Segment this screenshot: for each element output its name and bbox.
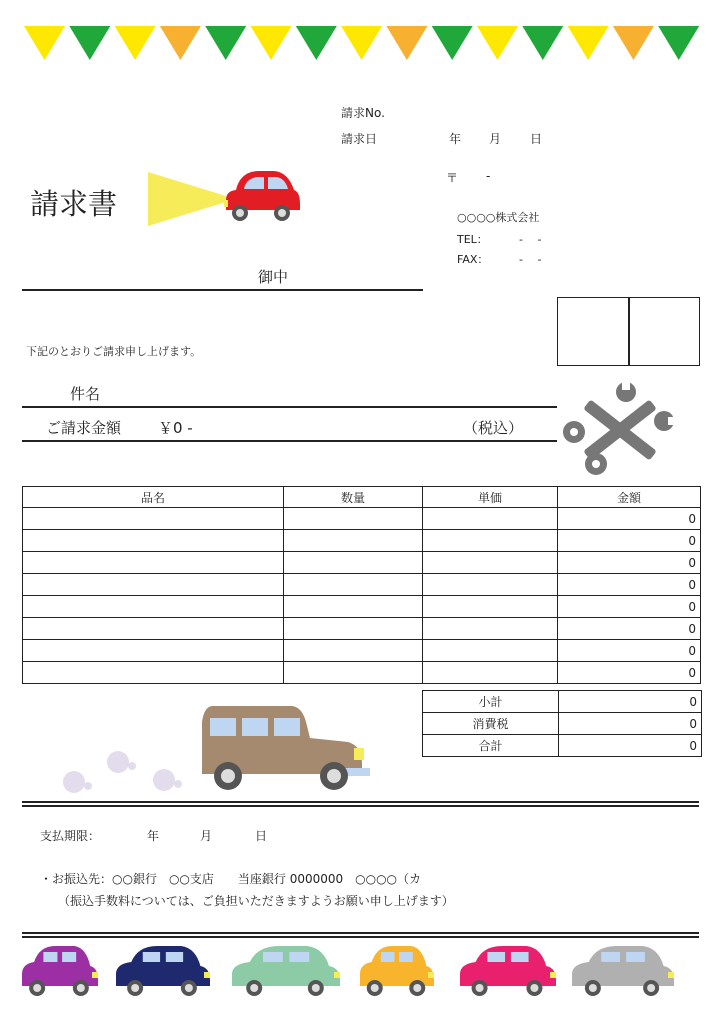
- invoice-no-label: 請求No.: [341, 106, 385, 120]
- subtotal-row: [423, 691, 702, 713]
- footer-car: [22, 946, 98, 996]
- bunting-flag: [522, 26, 563, 60]
- payment-deadline-label: 支払期限：: [40, 829, 101, 843]
- price-cell[interactable]: [423, 618, 558, 640]
- intro-text: 下記のとおりご請求申し上げます。: [26, 345, 202, 358]
- amount-label: ご請求金額: [46, 419, 122, 437]
- amount-cell[interactable]: 0: [558, 618, 701, 640]
- amount-cell[interactable]: 0: [558, 552, 701, 574]
- invoice-date-label: 請求日: [341, 132, 378, 146]
- qty-cell[interactable]: [284, 618, 423, 640]
- table-row: [23, 552, 701, 574]
- col-header-item: 品名: [23, 487, 284, 508]
- stamp-box: [557, 297, 700, 366]
- footer-car: [232, 946, 340, 996]
- table-row: [23, 618, 701, 640]
- price-cell[interactable]: [423, 640, 558, 662]
- invoice-date-month: 月: [489, 132, 502, 146]
- tel-value: - -: [519, 233, 542, 246]
- footer-car: [360, 946, 434, 996]
- price-cell[interactable]: [423, 508, 558, 530]
- invoice-date-day: 日: [530, 132, 543, 146]
- bunting-decoration: [22, 24, 702, 64]
- qty-cell[interactable]: [284, 530, 423, 552]
- footer-car: [460, 946, 556, 996]
- items-table: [22, 486, 701, 684]
- recipient-suffix: 御中: [258, 268, 289, 286]
- bunting-flag: [251, 26, 292, 60]
- subject-label: 件名: [70, 385, 101, 403]
- price-cell[interactable]: [423, 574, 558, 596]
- footer-line: [22, 932, 699, 934]
- footer-cars-decoration: [18, 940, 708, 1000]
- bunting-flag: [568, 26, 609, 60]
- amount-value: ￥0 -: [158, 419, 193, 437]
- item-cell[interactable]: [23, 662, 284, 684]
- deadline-month: 月: [200, 829, 213, 843]
- footer-car: [572, 946, 674, 996]
- fax-label: FAX：: [457, 253, 489, 266]
- amount-underline: [22, 440, 557, 442]
- table-row: [23, 640, 701, 662]
- qty-cell[interactable]: [284, 596, 423, 618]
- subtotal-label: 小計: [423, 691, 559, 713]
- transfer-info: ・お振込先：○○銀行 ○○支店 当座銀行 0000000 ○○○○（カ: [40, 872, 422, 886]
- footer-line: [22, 936, 699, 938]
- subtotal-value[interactable]: 0: [559, 691, 702, 713]
- item-cell[interactable]: [23, 618, 284, 640]
- qty-cell[interactable]: [284, 574, 423, 596]
- amount-cell[interactable]: 0: [558, 596, 701, 618]
- total-value[interactable]: 0: [559, 735, 702, 757]
- table-row: [23, 530, 701, 552]
- bunting-flag: [658, 26, 699, 60]
- total-label: 合計: [423, 735, 559, 757]
- item-cell[interactable]: [23, 640, 284, 662]
- deadline-year: 年: [147, 829, 160, 843]
- bunting-flag: [432, 26, 473, 60]
- table-row: [23, 574, 701, 596]
- item-cell[interactable]: [23, 596, 284, 618]
- bunting-flag: [386, 26, 427, 60]
- table-row: [23, 596, 701, 618]
- bunting-flag: [613, 26, 654, 60]
- qty-cell[interactable]: [284, 508, 423, 530]
- footer-car: [116, 946, 210, 996]
- col-header-price: 単価: [423, 487, 558, 508]
- bunting-flag: [24, 26, 65, 60]
- item-cell[interactable]: [23, 574, 284, 596]
- bunting-flag: [115, 26, 156, 60]
- subject-underline: [22, 406, 557, 408]
- qty-cell[interactable]: [284, 552, 423, 574]
- separator-line: [22, 801, 699, 803]
- qty-cell[interactable]: [284, 662, 423, 684]
- qty-cell[interactable]: [284, 640, 423, 662]
- separator-line: [22, 805, 699, 807]
- fax-value: - -: [519, 253, 542, 266]
- col-header-qty: 数量: [284, 487, 423, 508]
- bunting-flag: [477, 26, 518, 60]
- table-row: [23, 662, 701, 684]
- tax-row: [423, 713, 702, 735]
- amount-cell[interactable]: 0: [558, 662, 701, 684]
- postal-dash: -: [486, 169, 491, 183]
- amount-cell[interactable]: 0: [558, 640, 701, 662]
- bunting-flag: [205, 26, 246, 60]
- company-name: ○○○○株式会社: [457, 211, 540, 224]
- price-cell[interactable]: [423, 552, 558, 574]
- brown-suv-illustration: [62, 702, 374, 800]
- total-row: [423, 735, 702, 757]
- col-header-amount: 金額: [558, 487, 701, 508]
- table-row: [23, 508, 701, 530]
- invoice-date-year: 年: [449, 132, 462, 146]
- recipient-underline: [22, 289, 423, 291]
- transfer-fee-note: （振込手数料については、ご負担いただきますようお願い申し上げます）: [58, 894, 454, 908]
- price-cell[interactable]: [423, 530, 558, 552]
- bunting-flag: [296, 26, 337, 60]
- price-cell[interactable]: [423, 596, 558, 618]
- page-title: 請求書: [30, 187, 118, 221]
- summary-table: [422, 690, 702, 757]
- postal-mark: 〒: [446, 171, 459, 185]
- tel-label: TEL：: [457, 233, 488, 246]
- item-cell[interactable]: [23, 530, 284, 552]
- amount-cell[interactable]: 0: [558, 574, 701, 596]
- bunting-flag: [160, 26, 201, 60]
- price-cell[interactable]: [423, 662, 558, 684]
- item-cell[interactable]: [23, 552, 284, 574]
- amount-cell[interactable]: 0: [558, 508, 701, 530]
- wrench-icon: [560, 376, 680, 478]
- bunting-flag: [69, 26, 110, 60]
- amount-cell[interactable]: 0: [558, 530, 701, 552]
- tax-label: 消費税: [423, 713, 559, 735]
- item-cell[interactable]: [23, 508, 284, 530]
- tax-value[interactable]: 0: [559, 713, 702, 735]
- tax-included-note: （税込）: [463, 419, 524, 437]
- bunting-flag: [341, 26, 382, 60]
- red-car-illustration: [148, 166, 304, 228]
- deadline-day: 日: [255, 829, 268, 843]
